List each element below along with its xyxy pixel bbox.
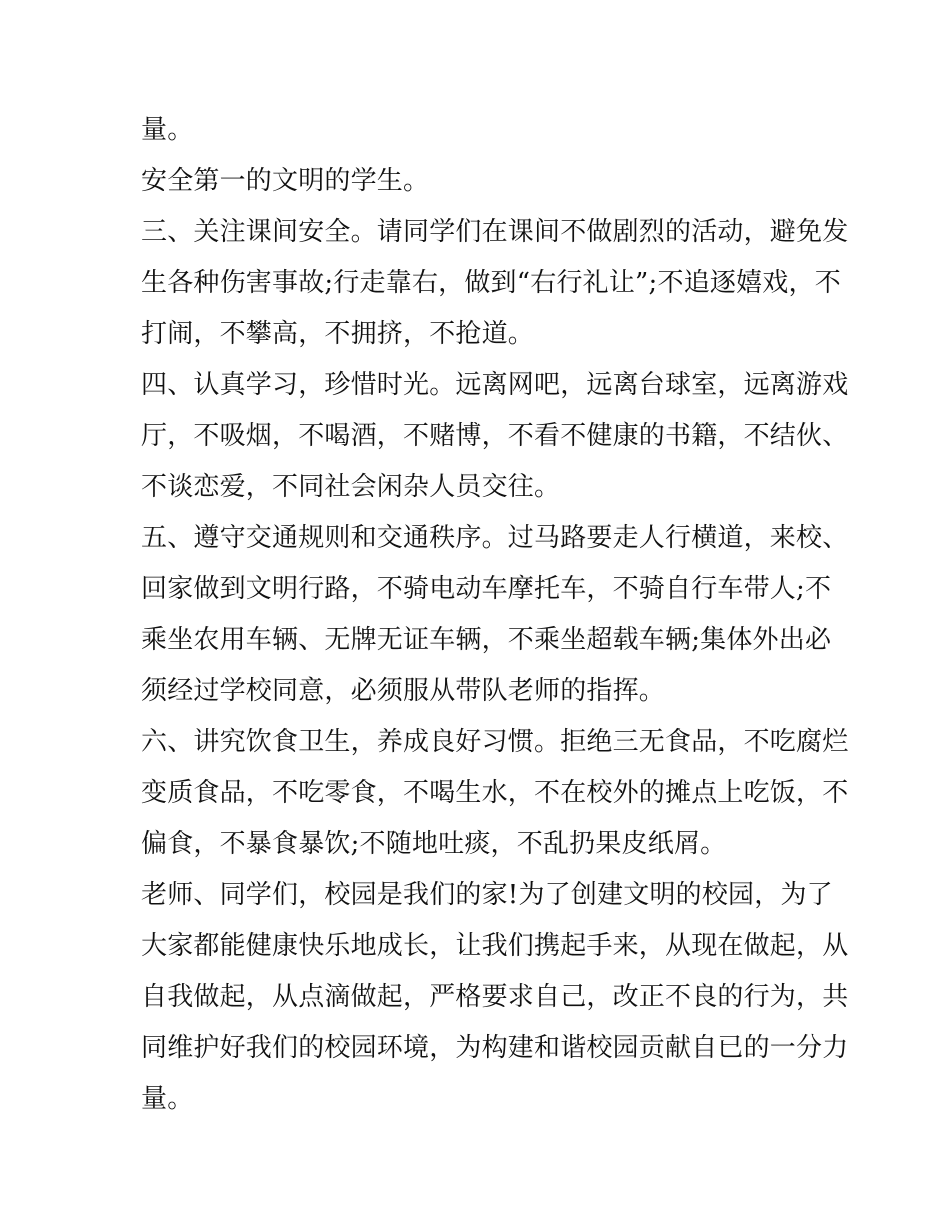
text-line: 偏食，不暴食暴饮;不随地吐痰，不乱扔果皮纸屑。 (141, 829, 727, 859)
text-line: 变质食品，不吃零食，不喝生水，不在校外的摊点上吃饭，不 (141, 778, 849, 808)
text-line: 大家都能健康快乐地成长，让我们携起手来，从现在做起，从 (141, 931, 849, 961)
text-line: 厅，不吸烟，不喝酒，不赌博，不看不健康的书籍，不结伙、 (141, 421, 849, 451)
text-line: 回家做到文明行路，不骑电动车摩托车，不骑自行车带人;不 (141, 574, 832, 604)
text-line: 生各种伤害事故;行走靠右，做到“右行礼让”;不追逐嬉戏，不 (141, 268, 841, 298)
text-line: 三、关注课间安全。请同学们在课间不做剧烈的活动，避免发 (141, 217, 849, 247)
text-line: 四、认真学习，珍惜时光。远离网吧，远离台球室，远离游戏 (141, 370, 849, 400)
text-line: 量。 (141, 115, 194, 145)
text-line: 六、讲究饮食卫生，养成良好习惯。拒绝三无食品，不吃腐烂 (141, 727, 849, 757)
text-line: 自我做起，从点滴做起，严格要求自己，改正不良的行为，共 (141, 982, 849, 1012)
text-line: 量。 (141, 1084, 194, 1114)
text-line: 须经过学校同意，必须服从带队老师的指挥。 (141, 676, 666, 706)
text-line: 打闹，不攀高，不拥挤，不抢道。 (141, 319, 535, 349)
text-line: 乘坐农用车辆、无牌无证车辆，不乘坐超载车辆;集体外出必 (141, 625, 832, 655)
text-line: 同维护好我们的校园环境，为构建和谐校园贡献自已的一分力 (141, 1033, 849, 1063)
text-line: 安全第一的文明的学生。 (141, 166, 430, 196)
document-body (141, 105, 849, 1125)
text-line: 五、遵守交通规则和交通秩序。过马路要走人行横道，来校、 (141, 523, 849, 553)
text-line: 老师、同学们，校园是我们的家!为了创建文明的校园，为了 (141, 880, 833, 910)
text-line: 不谈恋爱，不同社会闲杂人员交往。 (141, 472, 561, 502)
